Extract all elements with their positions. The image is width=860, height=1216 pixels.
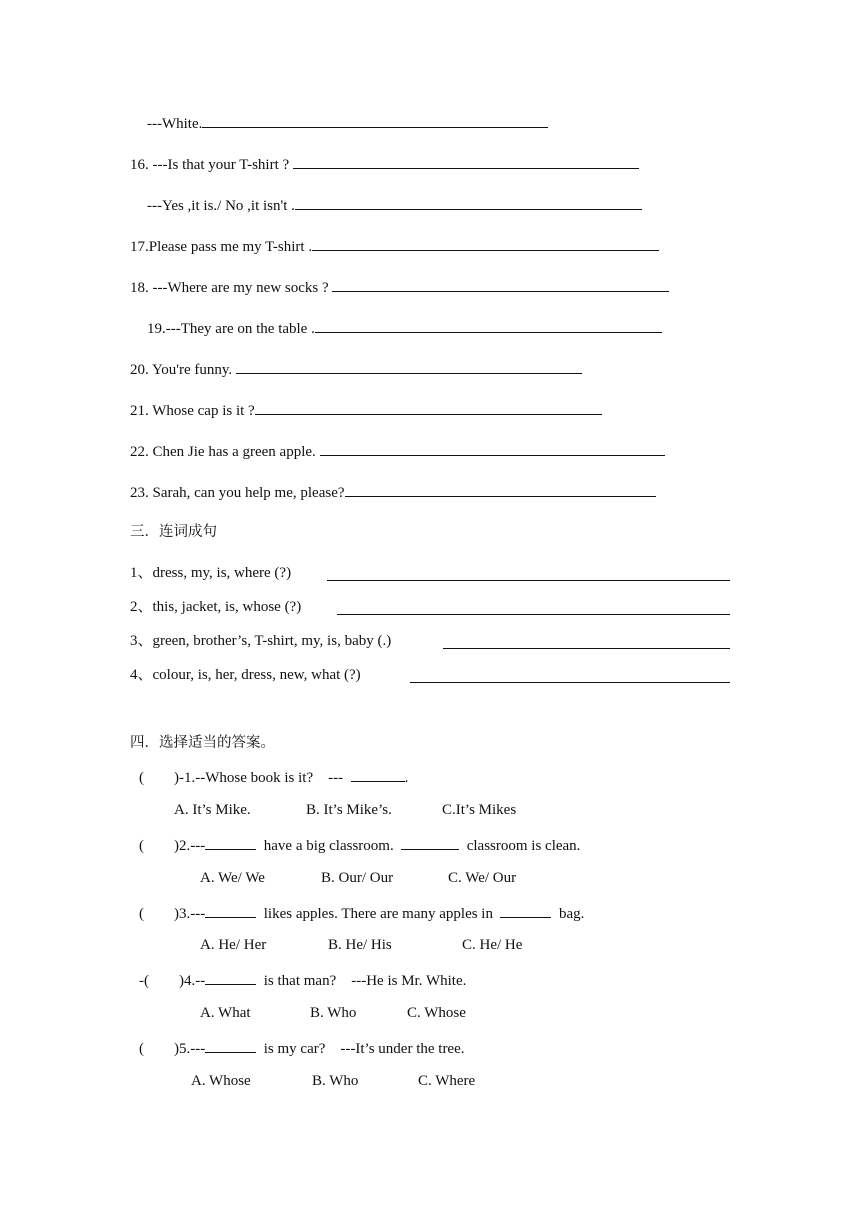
option-b[interactable]: B. He/ His bbox=[328, 937, 392, 953]
question-text: is my car? ---It’s under the tree. bbox=[256, 1041, 465, 1057]
question-text: likes apples. There are many apples in bbox=[256, 906, 501, 922]
option-b[interactable]: B. Who bbox=[310, 1005, 357, 1021]
answer-blank[interactable] bbox=[332, 276, 669, 292]
question-text: -1.--Whose book is it? --- bbox=[179, 770, 351, 786]
answer-blank[interactable] bbox=[337, 599, 730, 615]
answer-blank[interactable] bbox=[312, 235, 659, 251]
question-text: classroom is clean. bbox=[459, 838, 581, 854]
question-text: bag. bbox=[551, 906, 585, 922]
answer-blank[interactable] bbox=[345, 481, 656, 497]
question-text: . bbox=[404, 770, 409, 786]
answer-blank[interactable] bbox=[295, 194, 642, 210]
option-c[interactable]: C. He/ He bbox=[462, 937, 523, 953]
answer-blank[interactable] bbox=[315, 317, 662, 333]
answer-bracket[interactable]: ( ) bbox=[139, 838, 179, 854]
item-text: 2、this, jacket, is, whose (?) bbox=[130, 599, 302, 615]
item-text: 3、green, brother’s, T-shirt, my, is, baby (.) bbox=[130, 633, 392, 649]
line-text: 17.Please pass me my T-shirt . bbox=[130, 239, 313, 255]
line-text: 21. Whose cap is it ? bbox=[130, 403, 255, 419]
answer-blank[interactable] bbox=[500, 902, 551, 918]
answer-blank[interactable] bbox=[410, 667, 730, 683]
line-text: 19.---They are on the table . bbox=[147, 321, 315, 337]
line-23 bbox=[130, 481, 656, 503]
line-16-answer bbox=[147, 194, 642, 216]
question-text: 3.--- bbox=[179, 906, 206, 922]
line-text: 18. ---Where are my new socks ? bbox=[130, 280, 329, 296]
line-19 bbox=[147, 317, 662, 339]
section-3-heading: 三．连词成句 bbox=[130, 524, 217, 540]
line-21 bbox=[130, 399, 602, 421]
line-20 bbox=[130, 358, 582, 380]
option-b[interactable]: B. Who bbox=[312, 1073, 359, 1089]
answer-blank[interactable] bbox=[202, 112, 548, 128]
line-white bbox=[147, 112, 548, 134]
option-b[interactable]: B. It’s Mike’s. bbox=[306, 802, 392, 818]
item-text: 1、dress, my, is, where (?) bbox=[130, 565, 292, 581]
answer-blank[interactable] bbox=[205, 969, 256, 985]
question-3 bbox=[139, 902, 584, 924]
question-5 bbox=[139, 1037, 465, 1059]
answer-blank[interactable] bbox=[351, 766, 405, 782]
option-a[interactable]: A. Whose bbox=[191, 1073, 251, 1089]
line-text: 20. You're funny. bbox=[130, 362, 233, 378]
question-text: 2.--- bbox=[179, 838, 206, 854]
answer-blank[interactable] bbox=[205, 834, 256, 850]
answer-blank[interactable] bbox=[401, 834, 459, 850]
reorder-item-3 bbox=[130, 631, 730, 651]
section-4-heading: 四．选择适当的答案。 bbox=[130, 735, 275, 751]
answer-bracket[interactable]: -( ) bbox=[139, 973, 184, 989]
item-text: 4、colour, is, her, dress, new, what (?) bbox=[130, 667, 361, 683]
answer-blank[interactable] bbox=[205, 902, 256, 918]
line-text: ---White. bbox=[147, 116, 203, 132]
line-17 bbox=[130, 235, 659, 257]
option-c[interactable]: C. Whose bbox=[407, 1005, 466, 1021]
line-16 bbox=[130, 153, 639, 175]
option-c[interactable]: C. We/ Our bbox=[448, 870, 517, 886]
question-text: is that man? ---He is Mr. White. bbox=[256, 973, 467, 989]
question-text: 5.--- bbox=[179, 1041, 206, 1057]
reorder-item-1 bbox=[130, 563, 730, 583]
option-a[interactable]: A. We/ We bbox=[200, 870, 265, 886]
option-b[interactable]: B. Our/ Our bbox=[321, 870, 394, 886]
question-text: 4.-- bbox=[184, 973, 206, 989]
reorder-item-4 bbox=[130, 665, 730, 685]
question-text: have a big classroom. bbox=[256, 838, 402, 854]
answer-blank[interactable] bbox=[293, 153, 639, 169]
option-a[interactable]: A. It’s Mike. bbox=[174, 802, 251, 818]
answer-blank[interactable] bbox=[255, 399, 602, 415]
option-a[interactable]: A. He/ Her bbox=[200, 937, 267, 953]
answer-bracket[interactable]: ( ) bbox=[139, 1041, 179, 1057]
answer-blank[interactable] bbox=[443, 633, 730, 649]
answer-bracket[interactable]: ( ) bbox=[139, 906, 179, 922]
question-1 bbox=[139, 766, 408, 788]
question-4 bbox=[139, 969, 466, 991]
question-2 bbox=[139, 834, 580, 856]
line-18 bbox=[130, 276, 669, 298]
line-text: 23. Sarah, can you help me, please? bbox=[130, 485, 345, 501]
line-text: 22. Chen Jie has a green apple. bbox=[130, 444, 316, 460]
answer-bracket[interactable]: ( ) bbox=[139, 770, 179, 786]
answer-blank[interactable] bbox=[327, 565, 730, 581]
answer-blank[interactable] bbox=[320, 440, 665, 456]
line-text: 16. ---Is that your T-shirt ? bbox=[130, 157, 290, 173]
line-text: ---Yes ,it is./ No ,it isn't . bbox=[147, 198, 295, 214]
option-c[interactable]: C. Where bbox=[418, 1073, 476, 1089]
reorder-item-2 bbox=[130, 597, 730, 617]
option-c[interactable]: C.It’s Mikes bbox=[442, 802, 517, 818]
answer-blank[interactable] bbox=[236, 358, 582, 374]
line-22 bbox=[130, 440, 665, 462]
answer-blank[interactable] bbox=[205, 1037, 256, 1053]
option-a[interactable]: A. What bbox=[200, 1005, 251, 1021]
